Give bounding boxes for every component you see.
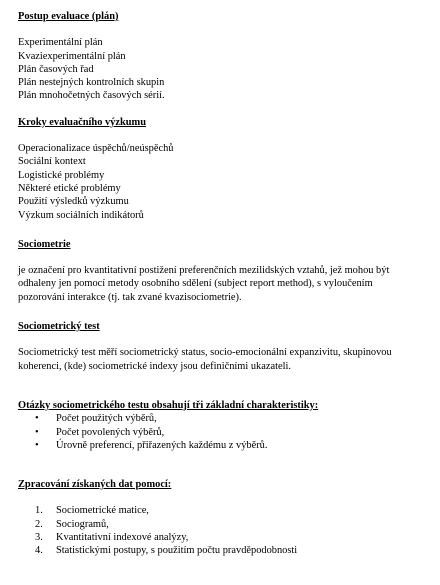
list-item: Plán nestejných kontrolních skupin bbox=[18, 77, 165, 89]
paragraph-line: koherenci, (kde) sociometrické indexy jsou definičními ukazateli. bbox=[18, 360, 291, 372]
bullet-icon: • bbox=[35, 426, 39, 438]
paragraph-line: pozorování interakce (tj. tak zvané kvazisociometrie). bbox=[18, 291, 242, 303]
sociometric-test-description bbox=[18, 346, 430, 373]
list-number: 3. bbox=[35, 532, 43, 544]
list-item bbox=[35, 518, 430, 531]
list-item-text: Sociogramů, bbox=[56, 518, 109, 530]
list-item bbox=[35, 504, 430, 517]
list-item: Výzkum sociálních indikátorů bbox=[18, 209, 144, 221]
heading-research-steps: Kroky evaluačního výzkumu bbox=[18, 116, 146, 128]
list-item bbox=[35, 439, 430, 452]
document-page bbox=[18, 10, 430, 558]
list-item: Plán mnohočetných časových sérií. bbox=[18, 90, 165, 102]
list-item-text: Sociometrické matice, bbox=[56, 505, 149, 517]
list-number: 4. bbox=[35, 545, 43, 557]
list-item-text: Počet použitých výběrů, bbox=[56, 413, 157, 425]
list-item: Logistické problémy bbox=[18, 169, 105, 181]
heading-sociometric-test: Sociometrický test bbox=[18, 321, 100, 333]
list-item bbox=[35, 426, 430, 439]
heading-data-processing: Zpracování získaných dat pomocí: bbox=[18, 479, 172, 491]
sociometry-definition bbox=[18, 264, 430, 304]
list-item-text: Úrovně preferencí, přiřazených každému z výběrů. bbox=[56, 439, 268, 451]
list-item bbox=[35, 412, 430, 425]
heading-sociometry: Sociometrie bbox=[18, 238, 71, 250]
evaluation-plan-list bbox=[18, 36, 430, 102]
list-item: Experimentální plán bbox=[18, 37, 103, 49]
list-number: 2. bbox=[35, 518, 43, 530]
list-number: 1. bbox=[35, 505, 43, 517]
bullet-icon: • bbox=[35, 413, 39, 425]
list-item: Použití výsledků výzkumu bbox=[18, 196, 129, 208]
test-characteristics-list bbox=[18, 412, 430, 452]
paragraph-line: odhaleny jen pomocí metody osobního sdělení (subject report method), s vyloučením bbox=[18, 278, 373, 290]
list-item-text: Kvantitativní indexové analýzy, bbox=[56, 532, 189, 544]
heading-test-characteristics: Otázky sociometrického testu obsahují tři základní charakteristiky: bbox=[18, 399, 319, 411]
research-steps-list bbox=[18, 142, 430, 222]
list-item: Sociální kontext bbox=[18, 156, 86, 168]
list-item bbox=[35, 544, 430, 557]
list-item: Plán časových řad bbox=[18, 63, 94, 75]
list-item: Některé etické problémy bbox=[18, 182, 121, 194]
list-item bbox=[35, 531, 430, 544]
bullet-icon: • bbox=[35, 439, 39, 451]
heading-evaluation-plan: Postup evaluace (plán) bbox=[18, 11, 119, 22]
list-item-text: Počet povolených výběrů, bbox=[56, 426, 165, 438]
paragraph-line: Sociometrický test měří sociometrický status, socio-emocionální expanzivitu, skupinovou bbox=[18, 347, 392, 359]
list-item-text: Statistickými postupy, s použitím počtu pravděpodobnosti bbox=[56, 545, 298, 557]
paragraph-line: je označení pro kvantitativní postižení preferenčních mezilidských vztahů, jež mohou být bbox=[18, 265, 390, 277]
list-item: Kvaziexperimentální plán bbox=[18, 50, 126, 62]
list-item: Operacionalizace úspěchů/neúspěchů bbox=[18, 143, 174, 155]
data-processing-list bbox=[18, 504, 430, 557]
